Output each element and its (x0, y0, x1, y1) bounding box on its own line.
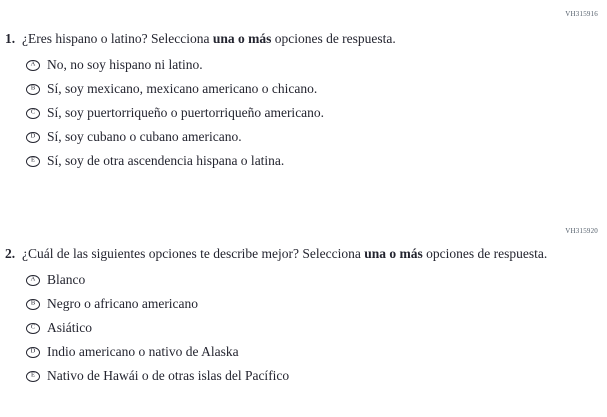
q1-option-c-label: Sí, soy puertorriqueño o puertorriqueño americano. (47, 105, 325, 120)
q2-option-a-letter: A (30, 275, 36, 283)
q1-option-d[interactable] (26, 130, 595, 144)
q2-option-b-letter: B (30, 299, 36, 307)
q1-option-a[interactable] (26, 58, 595, 72)
question-2-prompt (5, 246, 595, 262)
q1-option-a-label: No, no soy hispano ni latino. (47, 57, 203, 72)
accession-code-q2: VH315920 (565, 227, 598, 235)
q2-option-b[interactable] (26, 297, 595, 311)
q1-option-a-letter: A (30, 60, 36, 68)
accession-code-q1: VH315916 (565, 10, 598, 18)
q1-option-d-label: Sí, soy cubano o cubano americano. (47, 129, 242, 144)
q2-option-d[interactable] (26, 345, 595, 359)
q2-option-e-letter: E (31, 371, 35, 379)
q1-option-d-letter: D (30, 132, 36, 140)
q2-option-d-letter: D (30, 347, 36, 355)
q2-option-b-bubble-icon[interactable] (26, 299, 40, 310)
q2-option-e-bubble-icon[interactable] (26, 371, 40, 382)
question-2-options (26, 273, 595, 383)
question-1-text (22, 31, 396, 47)
question-1-text-bold: una o más (212, 31, 272, 46)
q1-option-b-letter: B (30, 84, 36, 92)
q2-option-d-label: Indio americano o nativo de Alaska (47, 344, 239, 359)
q2-option-c-label: Asiático (47, 320, 92, 335)
q1-option-b-label: Sí, soy mexicano, mexicano americano o chicano. (47, 81, 318, 96)
question-2-block (5, 246, 595, 393)
q2-option-a-bubble-icon[interactable] (26, 275, 40, 286)
q2-option-a-label: Blanco (47, 272, 86, 287)
q2-option-e-label: Nativo de Hawái o de otras islas del Pacífico (47, 368, 290, 383)
q1-option-c-letter: C (30, 108, 36, 116)
question-1-number: 1. (5, 31, 16, 46)
q2-option-e[interactable] (26, 369, 595, 383)
q2-option-b-label: Negro o africano americano (47, 296, 199, 311)
q1-option-c-bubble-icon[interactable] (26, 108, 40, 119)
question-1-options (26, 58, 595, 168)
q1-option-c[interactable] (26, 106, 595, 120)
question-2-number: 2. (5, 246, 16, 261)
question-2-text-bold: una o más (364, 246, 423, 261)
question-1-block (5, 31, 595, 178)
q2-option-d-bubble-icon[interactable] (26, 347, 40, 358)
q2-option-c-letter: C (30, 323, 36, 331)
q1-option-e-label: Sí, soy de otra ascendencia hispana o latina. (47, 153, 285, 168)
q2-option-c-bubble-icon[interactable] (26, 323, 40, 334)
question-2-text-after: opciones de respuesta. (422, 246, 548, 261)
question-1-text-after: opciones de respuesta. (271, 31, 396, 46)
q2-option-c[interactable] (26, 321, 595, 335)
question-1-prompt (5, 31, 595, 47)
q1-option-e-bubble-icon[interactable] (26, 156, 40, 167)
q2-option-a[interactable] (26, 273, 595, 287)
question-2-text (22, 246, 547, 262)
q1-option-b-bubble-icon[interactable] (26, 84, 40, 95)
q1-option-e[interactable] (26, 154, 595, 168)
q1-option-b[interactable] (26, 82, 595, 96)
q1-option-e-letter: E (31, 156, 35, 164)
question-1-text-before: ¿Eres hispano o latino? Selecciona (22, 31, 213, 46)
question-2-text-before: ¿Cuál de las siguientes opciones te describe mejor? Selecciona (22, 246, 365, 261)
q1-option-a-bubble-icon[interactable] (26, 60, 40, 71)
q1-option-d-bubble-icon[interactable] (26, 132, 40, 143)
